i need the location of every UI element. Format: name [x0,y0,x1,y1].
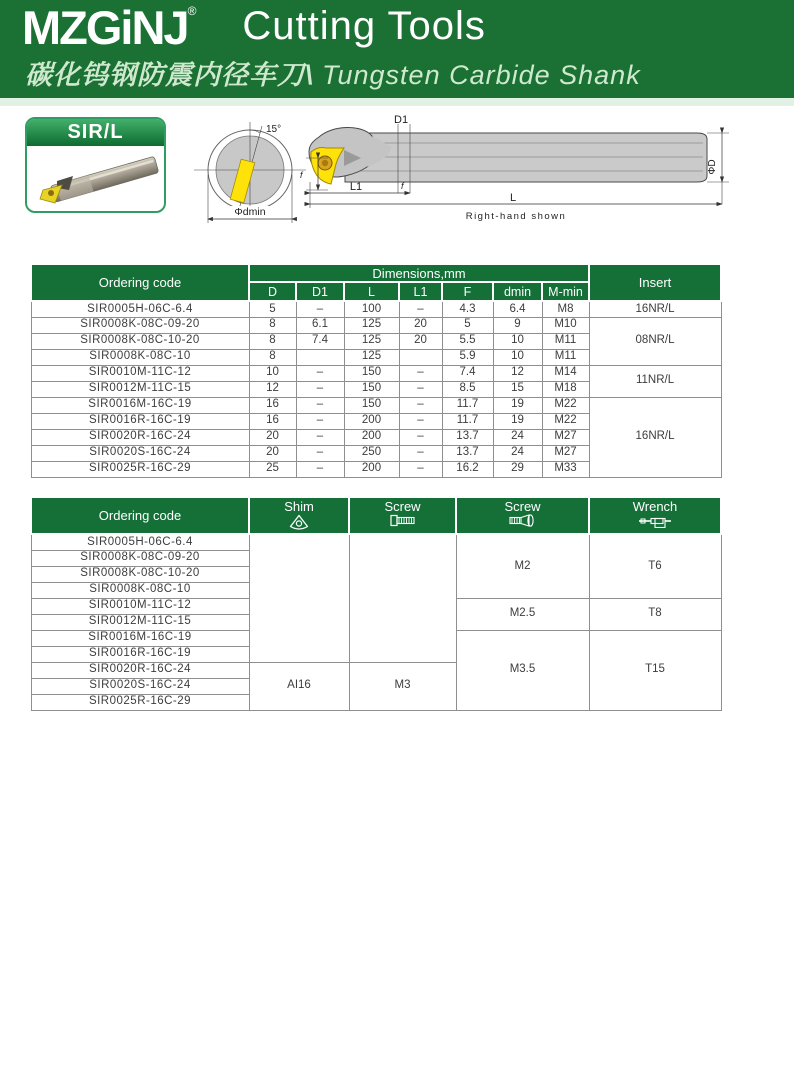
screw-cell: M3 [349,662,456,710]
insert-cell: 16NR/L [589,397,721,477]
col-header-ordering-code: Ordering code [31,264,249,301]
dimension-cell: 5.5 [442,333,493,349]
dimension-cell: M8 [542,301,589,317]
dimension-cell: M14 [542,365,589,381]
dimension-cell: 16.2 [442,461,493,477]
dimension-cell: 10 [493,333,542,349]
ordering-code-cell: SIR0005H-06C-6.4 [31,534,249,550]
ordering-code-cell: SIR0010M-11C-12 [31,365,249,381]
ordering-code-cell: SIR0012M-11C-15 [31,381,249,397]
ordering-code-cell: SIR0016R-16C-19 [31,646,249,662]
ordering-code-cell: SIR0008K-08C-10-20 [31,566,249,582]
table-row [31,317,721,333]
col-header-screw-a [349,497,456,534]
product-photo [27,146,164,213]
dimension-cell: 125 [344,317,399,333]
f-tick-label: f [401,181,404,191]
insert-cell: 08NR/L [589,317,721,365]
figures-row [0,106,794,256]
bore-section-diagram [190,113,315,233]
table-row [31,301,721,317]
dimension-cell: 200 [344,413,399,429]
dimension-cell: – [399,461,442,477]
l1-label: L1 [349,181,363,193]
dimension-cell: 20 [399,317,442,333]
dimension-cell: 19 [493,397,542,413]
dimension-cell: 4.3 [442,301,493,317]
dimension-cell: 24 [493,429,542,445]
dimension-cell: M22 [542,397,589,413]
brand-text: MZGiNJ [22,1,188,54]
table-row [31,397,721,413]
dimension-cell: 13.7 [442,429,493,445]
dimension-cell: 150 [344,365,399,381]
wrench-cell: T15 [589,630,721,710]
dmin-label: Φdmin [234,206,266,218]
product-card [25,117,166,213]
product-model-label: SIR/L [27,119,164,146]
dimension-cell [296,349,344,365]
dimension-cell: 12 [249,381,296,397]
ordering-code-cell: SIR0016M-16C-19 [31,397,249,413]
dimension-cell [399,349,442,365]
shim-label: Shim [284,499,314,514]
subtitle [0,53,794,92]
dimension-cell: 25 [249,461,296,477]
ordering-code-cell: SIR0025R-16C-29 [31,694,249,710]
dimension-cell: M10 [542,317,589,333]
dimension-cell: 5 [442,317,493,333]
wrench-label: Wrench [632,499,678,514]
ordering-code-cell: SIR0008K-08C-10-20 [31,333,249,349]
col-header-dmin: dmin [493,282,542,301]
dimension-cell: – [399,397,442,413]
col-header-wrench [589,497,721,534]
d1-label: D1 [394,114,409,126]
tool-drawing [298,112,778,234]
table-row [31,365,721,381]
subtitle-english: Tungsten Carbide Shank [313,60,641,91]
screw-b-label: Screw [504,499,541,514]
col-header-d1: D1 [296,282,344,301]
dimension-cell: M18 [542,381,589,397]
dimension-cell: 5 [249,301,296,317]
dimension-cell: 20 [249,445,296,461]
ordering-code-cell: SIR0008K-08C-09-20 [31,317,249,333]
dimension-cell: – [296,365,344,381]
dimension-cell: – [296,445,344,461]
dimension-cell: 125 [344,349,399,365]
banner-underline-strip [0,98,794,106]
table-row [31,534,721,550]
dimension-cell: 100 [344,301,399,317]
dimension-cell: 13.7 [442,445,493,461]
dimension-cell: 150 [344,381,399,397]
dimension-cell: – [296,301,344,317]
dimension-cell: M11 [542,349,589,365]
dimensions-table [30,263,722,478]
dimension-cell: – [399,429,442,445]
dimension-cell: 11.7 [442,413,493,429]
dimension-cell: – [399,381,442,397]
torx-screw-icon [509,514,537,527]
grub-screw-icon [390,514,416,527]
ordering-code-cell: SIR0012M-11C-15 [31,614,249,630]
dimension-cell: 24 [493,445,542,461]
dimension-cell: 12 [493,365,542,381]
dimension-cell: – [296,429,344,445]
col-header-l: L [344,282,399,301]
shim-cell: AI16 [249,662,349,710]
dimension-cell: – [296,413,344,429]
dimension-cell: 200 [344,429,399,445]
col-header-mmin: M-min [542,282,589,301]
dimension-cell: – [296,381,344,397]
ordering-code-cell: SIR0020S-16C-24 [31,678,249,694]
dimension-cell: 29 [493,461,542,477]
dimension-cell: – [399,301,442,317]
screw-cell [349,534,456,662]
ordering-code-cell: SIR0025R-16C-29 [31,461,249,477]
ordering-code-cell: SIR0016R-16C-19 [31,413,249,429]
dimension-cell: 20 [249,429,296,445]
dimension-cell: – [296,397,344,413]
dimension-cell: 8 [249,317,296,333]
dimension-cell: M33 [542,461,589,477]
col-header-d: D [249,282,296,301]
col-header-f: F [442,282,493,301]
dimension-cell: 11.7 [442,397,493,413]
d-label: ΦD [707,159,718,175]
dimension-cell: 7.4 [296,333,344,349]
dimension-cell: 6.4 [493,301,542,317]
dimension-cell: M27 [542,445,589,461]
dimension-cell: 9 [493,317,542,333]
col-header-l1: L1 [399,282,442,301]
f-left-label: f [300,170,303,180]
subtitle-chinese: 碳化钨钢防震内径车刀\ [25,60,314,91]
dimension-cell: 16 [249,413,296,429]
spare-parts-table-body [31,534,721,710]
dimension-cell: – [296,461,344,477]
shim-cell [249,534,349,662]
insert-cell: 11NR/L [589,365,721,397]
dimension-cell: 19 [493,413,542,429]
dimension-cell: 8 [249,333,296,349]
ordering-code-cell: SIR0020R-16C-24 [31,429,249,445]
dimension-cell: 7.4 [442,365,493,381]
ordering-code-cell: SIR0010M-11C-12 [31,598,249,614]
dimensions-table-body [31,301,721,477]
screw-cell: M3.5 [456,630,589,710]
dimension-cell: M27 [542,429,589,445]
screw-a-label: Screw [384,499,421,514]
ordering-code-cell: SIR0016M-16C-19 [31,630,249,646]
dimension-cell: 16 [249,397,296,413]
screw-cell: M2 [456,534,589,598]
dimension-cell: 125 [344,333,399,349]
spare-parts-table [30,496,722,711]
ordering-code-cell: SIR0008K-08C-10 [31,582,249,598]
col-header-insert: Insert [589,264,721,301]
dimension-cell: 8 [249,349,296,365]
wrench-cell: T6 [589,534,721,598]
dimension-cell: 200 [344,461,399,477]
dimension-cell: 15 [493,381,542,397]
ordering-code-cell: SIR0005H-06C-6.4 [31,301,249,317]
angle-label: 15° [266,124,282,135]
dimension-cell: 5.9 [442,349,493,365]
registered-mark: ® [187,4,195,18]
l-label: L [509,192,517,204]
dimension-cell: 250 [344,445,399,461]
screw-cell: M2.5 [456,598,589,630]
dimension-cell: M11 [542,333,589,349]
page-title: Cutting Tools [242,4,486,48]
dimension-cell: 6.1 [296,317,344,333]
col-header-ordering-code: Ordering code [31,497,249,534]
dimension-cell: – [399,413,442,429]
dimension-cell: 10 [493,349,542,365]
wrench-cell: T8 [589,598,721,630]
dimension-cell: 20 [399,333,442,349]
dimension-cell: 10 [249,365,296,381]
dimension-cell: M22 [542,413,589,429]
dimension-cell: 150 [344,397,399,413]
col-header-screw-b [456,497,589,534]
brand-logo [22,3,194,52]
ordering-code-cell: SIR0008K-08C-10 [31,349,249,365]
ordering-code-cell: SIR0020R-16C-24 [31,662,249,678]
insert-cell: 16NR/L [589,301,721,317]
shim-icon [288,514,310,531]
dimension-cell: – [399,445,442,461]
ordering-code-cell: SIR0008K-08C-09-20 [31,550,249,566]
ordering-code-cell: SIR0020S-16C-24 [31,445,249,461]
boring-bar-photo-art [27,146,164,213]
header-banner [0,0,794,98]
col-header-shim [249,497,349,534]
col-group-dimensions: Dimensions,mm [249,264,589,282]
dimension-cell: – [399,365,442,381]
dimension-cell: 8.5 [442,381,493,397]
drawing-caption: Right-hand shown [465,211,567,222]
wrench-icon [638,514,672,528]
